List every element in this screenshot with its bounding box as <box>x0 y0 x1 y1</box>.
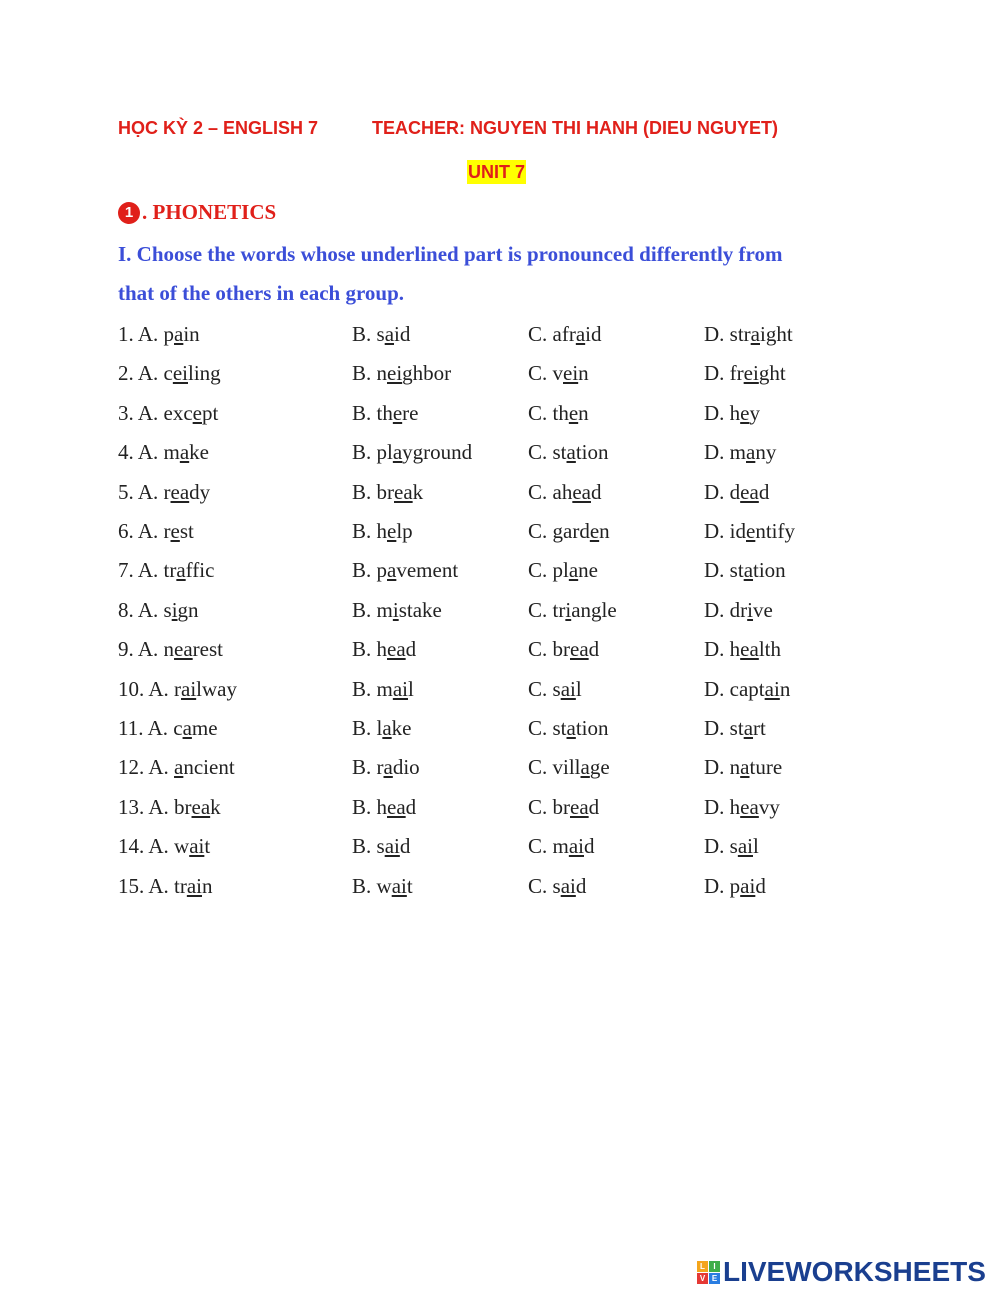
underlined-part: ea <box>170 479 190 504</box>
logo-tile: E <box>709 1273 720 1284</box>
answer-option <box>118 598 199 623</box>
underlined-part: a <box>746 440 756 465</box>
underlined-part: a <box>743 716 754 740</box>
underlined-part: ea <box>394 479 413 504</box>
option-text: n <box>202 873 213 898</box>
option-text: C. vill <box>528 755 581 780</box>
question-row <box>0 755 1000 785</box>
underlined-part: ea <box>191 794 211 819</box>
option-text: tion <box>753 558 786 583</box>
option-text: id <box>585 322 602 346</box>
option-text: lway <box>196 676 237 701</box>
option-text: lth <box>758 637 781 662</box>
option-text: B. h <box>352 794 388 819</box>
option-text: t <box>204 834 211 859</box>
underlined-part: a <box>575 322 586 346</box>
option-text: C. gard <box>528 519 590 543</box>
option-text: C. v <box>528 361 564 386</box>
option-text: C. br <box>528 794 570 819</box>
option-text: ghbor <box>402 361 452 386</box>
option-text: C. st <box>528 440 567 465</box>
underlined-part: ai <box>189 834 205 859</box>
option-text: ke <box>391 716 412 740</box>
underlined-part: ea <box>740 637 759 662</box>
answer-option <box>118 716 218 741</box>
underlined-part: e <box>589 519 600 543</box>
answer-option <box>352 677 414 702</box>
answer-option <box>118 795 221 820</box>
question-row <box>0 834 1000 864</box>
option-text: D. str <box>704 322 751 346</box>
option-text: C. s <box>528 873 561 898</box>
underlined-part: a <box>743 558 754 583</box>
question-row <box>0 401 1000 431</box>
option-text: d <box>575 873 587 898</box>
logo-tile: V <box>697 1273 708 1284</box>
option-text: C. st <box>528 716 567 740</box>
course-title: HỌC KỲ 2 – ENGLISH 7 <box>118 118 319 138</box>
option-text: y <box>749 400 760 425</box>
underlined-part: ei <box>172 361 188 386</box>
option-text: D. capt <box>704 676 765 701</box>
question-row <box>0 598 1000 628</box>
option-text: vy <box>758 794 780 819</box>
question-number: 5. <box>118 479 138 504</box>
answer-option <box>528 755 610 780</box>
underlined-part: ea <box>572 479 591 504</box>
answer-option <box>118 755 235 780</box>
question-number: 2. <box>118 361 138 386</box>
question-number: 11. <box>118 716 148 740</box>
underlined-part: e <box>387 519 397 543</box>
answer-option <box>528 637 599 662</box>
unit-title: UNIT 7 <box>468 162 526 182</box>
answer-option <box>704 519 795 544</box>
option-text: ne <box>578 558 598 583</box>
underlined-part: ea <box>570 794 589 819</box>
answer-option <box>704 874 766 899</box>
underlined-part: a <box>392 440 403 465</box>
logo-tile: I <box>709 1261 720 1272</box>
option-text: ny <box>755 440 777 465</box>
option-text: D. n <box>704 755 741 780</box>
option-text: d <box>758 479 770 504</box>
underlined-part: e <box>568 400 579 425</box>
liveworksheets-logo <box>697 1256 986 1288</box>
option-text: B. h <box>352 519 388 543</box>
underlined-part: ai <box>392 676 408 701</box>
option-text: ncient <box>183 755 235 780</box>
instruction-line-2: that of the others in each group. <box>118 281 405 305</box>
underlined-part: ea <box>740 479 759 504</box>
answer-option <box>352 598 442 623</box>
answer-option <box>528 677 582 702</box>
option-text: tion <box>575 716 609 740</box>
question-row <box>0 874 1000 904</box>
option-text: vement <box>396 558 459 583</box>
option-text: A. c <box>147 716 183 740</box>
option-text: B. r <box>352 755 384 780</box>
option-text: ffic <box>185 558 215 583</box>
option-text: ve <box>753 597 773 622</box>
underlined-part: ai <box>560 873 576 898</box>
option-text: A. <box>148 755 175 780</box>
option-text: d <box>588 794 600 819</box>
option-text: A. p <box>137 322 175 346</box>
answer-option <box>528 440 609 465</box>
option-text: A. tr <box>137 558 177 583</box>
section-number-badge: 1 <box>118 202 140 224</box>
answer-option <box>704 558 786 583</box>
underlined-part: a <box>566 440 576 465</box>
answer-option <box>118 874 213 899</box>
answer-option <box>352 755 420 780</box>
option-text: n <box>578 400 589 425</box>
underlined-part: ea <box>570 637 589 662</box>
question-row <box>0 480 1000 510</box>
option-text: D. m <box>704 440 746 465</box>
underlined-part: a <box>174 755 184 780</box>
underlined-part: ai <box>384 834 400 859</box>
option-text: ntify <box>755 519 795 543</box>
answer-option <box>118 834 210 859</box>
option-text: D. d <box>704 479 741 504</box>
underlined-part: a <box>382 716 392 740</box>
option-text: rest <box>192 637 223 662</box>
underlined-part: ai <box>740 873 756 898</box>
answer-option <box>118 401 218 426</box>
option-text: id <box>394 322 411 346</box>
logo-tile: L <box>697 1261 708 1272</box>
answer-option <box>704 480 769 505</box>
underlined-part: a <box>568 558 579 583</box>
question-number: 13. <box>118 794 149 819</box>
option-text: ge <box>589 755 610 780</box>
underlined-part: e <box>740 400 750 425</box>
underlined-part: e <box>192 400 202 425</box>
option-text: B. br <box>352 479 394 504</box>
answer-option <box>704 361 786 386</box>
option-text: B. pl <box>352 440 393 465</box>
option-text: dio <box>392 755 420 780</box>
question-number: 4. <box>118 440 138 465</box>
underlined-part: a <box>174 322 184 346</box>
option-text: l <box>753 834 759 859</box>
answer-option <box>528 834 595 859</box>
option-text: lp <box>396 519 413 543</box>
answer-option <box>528 401 589 426</box>
option-text: C. m <box>528 834 569 859</box>
answer-option <box>704 677 790 702</box>
answer-option <box>352 716 412 741</box>
option-text: tion <box>575 440 609 465</box>
option-text: d <box>755 873 766 898</box>
option-text: D. dr <box>704 597 748 622</box>
question-number: 7. <box>118 558 138 583</box>
section-heading <box>118 200 276 225</box>
logo-text: LIVEWORKSHEETS <box>723 1256 986 1287</box>
answer-option <box>528 322 602 347</box>
answer-option <box>704 755 782 780</box>
option-text: ight <box>760 322 793 346</box>
answer-option <box>118 480 210 505</box>
question-number: 14. <box>118 834 149 859</box>
underlined-part: i <box>171 597 178 622</box>
option-text: C. s <box>528 676 561 701</box>
option-text: yground <box>402 440 473 465</box>
option-text: l <box>408 676 414 701</box>
option-text: n <box>578 361 589 386</box>
answer-option <box>352 401 419 426</box>
option-text: A. br <box>148 794 192 819</box>
question-number: 15. <box>118 873 149 898</box>
underlined-part: a <box>387 558 397 583</box>
answer-option <box>704 637 781 662</box>
answer-option <box>352 558 458 583</box>
underlined-part: a <box>580 755 590 780</box>
option-text: B. m <box>352 676 393 701</box>
underlined-part: ai <box>181 676 197 701</box>
option-text: d <box>399 834 411 859</box>
option-text: D. p <box>704 873 741 898</box>
option-text: st <box>179 519 194 543</box>
question-row <box>0 795 1000 825</box>
option-text: pt <box>201 400 219 425</box>
option-text: A. w <box>148 834 190 859</box>
question-row <box>0 637 1000 667</box>
answer-option <box>118 677 237 702</box>
underlined-part: e <box>746 519 756 543</box>
answer-option <box>704 322 793 347</box>
option-text: in <box>183 322 200 346</box>
option-text: C. br <box>528 637 570 662</box>
underlined-part: a <box>740 755 750 780</box>
underlined-part: e <box>392 400 403 425</box>
question-number: 6. <box>118 519 138 543</box>
answer-option <box>118 440 209 465</box>
option-text: D. h <box>704 637 741 662</box>
underlined-part: ai <box>737 834 753 859</box>
answer-option <box>118 519 194 544</box>
option-text: gn <box>177 597 199 622</box>
option-text: re <box>402 400 419 425</box>
option-text: B. h <box>352 637 388 662</box>
question-number: 9. <box>118 637 138 662</box>
option-text: angle <box>571 597 617 622</box>
option-text: C. th <box>528 400 569 425</box>
answer-option <box>528 519 610 544</box>
answer-option <box>118 361 221 386</box>
underlined-part: ei <box>563 361 579 386</box>
option-text: B. s <box>352 322 385 346</box>
option-text: k <box>412 479 424 504</box>
underlined-part: a <box>176 558 186 583</box>
underlined-part: a <box>383 755 393 780</box>
option-text: dy <box>189 479 211 504</box>
underlined-part: ei <box>387 361 403 386</box>
underlined-part: a <box>566 716 576 740</box>
logo-mark-icon <box>697 1261 720 1284</box>
underlined-part: a <box>182 716 192 740</box>
underlined-part: ei <box>743 361 759 386</box>
option-text: D. s <box>704 834 738 859</box>
underlined-part: ai <box>560 676 576 701</box>
option-text: n <box>599 519 610 543</box>
option-text: C. tr <box>528 597 566 622</box>
answer-option <box>528 716 609 741</box>
option-text: A. exc <box>137 400 193 425</box>
option-text: d <box>405 637 417 662</box>
option-text: ling <box>188 361 221 386</box>
question-row <box>0 440 1000 470</box>
option-text: t <box>406 873 413 898</box>
underlined-part: ai <box>568 834 584 859</box>
underlined-part: ai <box>391 873 407 898</box>
option-text: stake <box>398 597 442 622</box>
answer-option <box>528 558 598 583</box>
option-text: me <box>191 716 218 740</box>
question-row <box>0 716 1000 746</box>
answer-option <box>704 598 773 623</box>
question-row <box>0 519 1000 549</box>
underlined-part: ea <box>387 794 406 819</box>
option-text: ture <box>749 755 783 780</box>
option-text: B. m <box>352 597 393 622</box>
answer-option <box>352 361 451 386</box>
option-text: n <box>779 676 791 701</box>
answer-option <box>528 795 599 820</box>
option-text: d <box>584 834 595 859</box>
option-text: d <box>405 794 417 819</box>
option-text: B. w <box>352 873 392 898</box>
question-number: 12. <box>118 755 149 780</box>
answer-option <box>352 480 423 505</box>
underlined-part: ai <box>764 676 780 701</box>
underlined-part: a <box>179 440 190 465</box>
question-number: 10. <box>118 676 149 701</box>
option-text: D. h <box>704 794 741 819</box>
question-number: 3. <box>118 400 138 425</box>
option-text: ght <box>758 361 786 386</box>
underlined-part: ea <box>174 637 193 662</box>
question-number: 8. <box>118 597 138 622</box>
section-title: . PHONETICS <box>142 200 277 224</box>
underlined-part: ai <box>186 873 202 898</box>
answer-option <box>352 440 472 465</box>
option-text: D. st <box>704 558 744 583</box>
answer-option <box>528 361 589 386</box>
question-row <box>0 361 1000 391</box>
option-text: C. ah <box>528 479 573 504</box>
option-text: l <box>575 676 582 701</box>
answer-option <box>352 834 410 859</box>
option-text: ke <box>189 440 209 465</box>
option-text: B. th <box>352 400 393 425</box>
question-row <box>0 558 1000 588</box>
option-text: rt <box>753 716 766 740</box>
question-row <box>0 677 1000 707</box>
answer-option <box>528 480 601 505</box>
underlined-part: a <box>384 322 395 346</box>
question-number: 1. <box>118 322 138 346</box>
option-text: D. st <box>704 716 744 740</box>
answer-option <box>352 795 416 820</box>
answer-option <box>118 558 214 583</box>
option-text: A. m <box>137 440 180 465</box>
answer-option <box>528 598 617 623</box>
answer-option <box>352 322 410 347</box>
answer-option <box>352 874 413 899</box>
underlined-part: i <box>747 597 754 622</box>
option-text: A. n <box>137 637 175 662</box>
option-text: A. tr <box>148 873 187 898</box>
option-text: d <box>588 637 600 662</box>
instruction-line-1: I. Choose the words whose underlined part is pronounced differently from <box>118 242 783 266</box>
option-text: A. r <box>148 676 182 701</box>
answer-option <box>704 401 760 426</box>
option-text: B. p <box>352 558 388 583</box>
teacher-name: TEACHER: NGUYEN THI HANH (DIEU NGUYET) <box>372 118 779 138</box>
option-text: D. h <box>704 400 741 425</box>
option-text: A. c <box>137 361 173 386</box>
answer-option <box>704 716 766 741</box>
answer-option <box>704 440 776 465</box>
option-text: D. fr <box>704 361 744 386</box>
underlined-part: i <box>565 597 572 622</box>
answer-option <box>528 874 586 899</box>
option-text: B. n <box>352 361 388 386</box>
option-text: C. afr <box>528 322 576 346</box>
underlined-part: i <box>392 597 399 622</box>
option-text: C. pl <box>528 558 569 583</box>
answer-option <box>704 795 780 820</box>
underlined-part: ea <box>387 637 406 662</box>
answer-option <box>704 834 759 859</box>
option-text: B. s <box>352 834 385 859</box>
underlined-part: a <box>750 322 760 346</box>
option-text: A. r <box>137 519 171 543</box>
option-text: B. l <box>352 716 383 740</box>
underlined-part: e <box>170 519 180 543</box>
option-text: k <box>210 794 221 819</box>
answer-option <box>352 637 416 662</box>
option-text: A. s <box>137 597 172 622</box>
option-text: D. id <box>704 519 746 543</box>
answer-option <box>118 637 223 662</box>
question-row <box>0 322 1000 352</box>
underlined-part: ea <box>740 794 759 819</box>
answer-option <box>118 322 200 347</box>
option-text: d <box>590 479 602 504</box>
answer-option <box>352 519 413 544</box>
option-text: A. r <box>137 479 171 504</box>
